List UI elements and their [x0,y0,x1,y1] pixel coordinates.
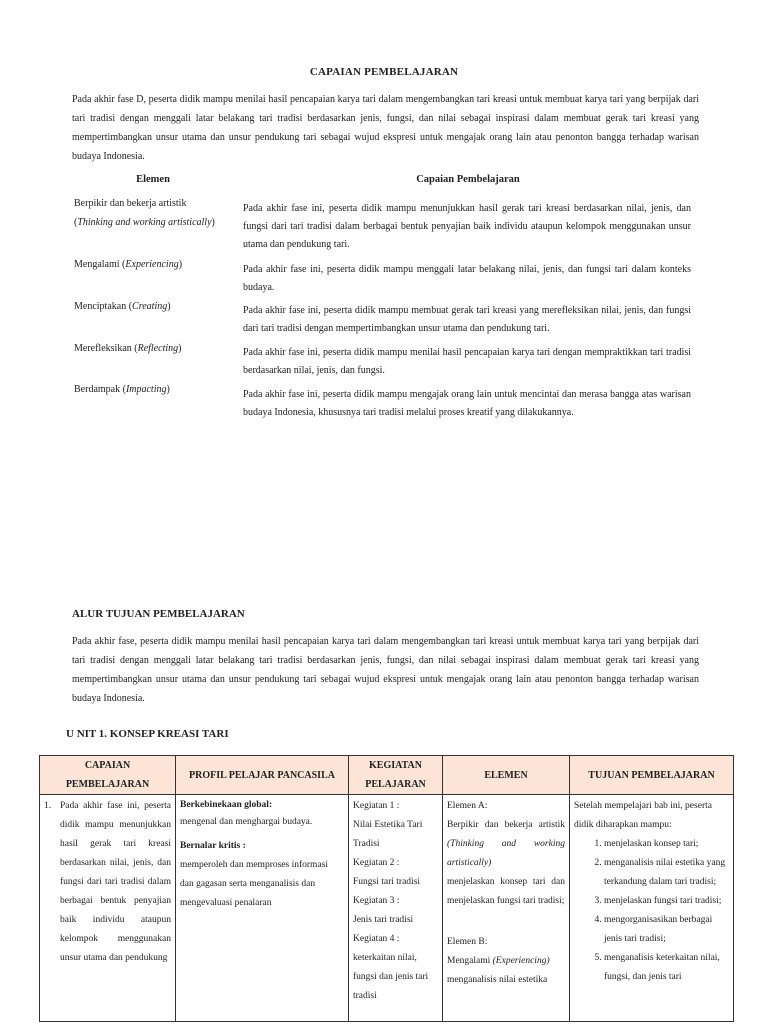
kegiatan-label: Kegiatan 1 : [353,801,400,811]
capaian-cell-text: Pada akhir fase ini, peserta didik mampu menunjukkan hasil gerak tari kreasi berdasarkan nilai, jenis, dan fungsi dari tari tradisi dalam berbagai bentuk penyajian baik individu ataupun kelompok menggunakan unsur utama dan pendukung [60,801,171,963]
elemen-text: menjelaskan konsep tari dan menjelaskan fungsi tari tradisi; [447,877,565,906]
kegiatan-text: Jenis tari tradisi [353,915,414,925]
kegiatan-item [353,930,438,1006]
elemen-label: Menciptakan (Creating) [74,301,171,312]
cell-elemen [443,795,570,1022]
kegiatan-item [353,854,438,892]
elemen-english: Thinking and working artistically [77,217,212,228]
elemen-label: Mengalami (Experiencing) [74,259,183,270]
elemen-label: Berpikir dan bekerja artistik (Thinking and working artistically) [74,198,215,228]
cell-kegiatan [349,795,443,1022]
list-number: 1. [44,801,52,811]
profil-heading: Bernalar kritis : [180,841,246,851]
elemen-english: Creating [132,301,168,312]
header-elemen: ELEMEN [443,756,570,795]
capaian-text: Pada akhir fase ini, peserta didik mampu mengajak orang lain untuk mencintai dan merasa bangga atas warisan budaya Indonesia, khususnya tari tradisi melalui proses kreatif yang dilakukannya. [243,389,691,418]
kegiatan-label: Kegiatan 4 : [353,934,400,944]
header-tujuan: TUJUAN PEMBELAJARAN [570,756,734,795]
elemen-label: Berdampak (Impacting) [74,384,170,395]
list-item: 3. menjelaskan fungsi tari tradisi; [604,892,729,911]
section-title-alur: ALUR TUJUAN PEMBELAJARAN [72,608,245,620]
column-header-elemen: Elemen [136,174,170,185]
alur-intro: Pada akhir fase, peserta didik mampu menilai hasil pencapaian karya tari dalam mengembangkan tari kreasi untuk membuat karya tari yang berpijak dari tari tradisi dengan menggali latar belakang tari tradisi berdasarkan jenis, fungsi, dan nilai sebagai inspirasi dalam membuat gerak tari kreasi yang mempertimbangkan unsur utama dan unsur pendukung tari sebagai wujud ekspresi untuk mengajak orang lain atau penonton bangga terhadap warisan budaya Indonesia. [72,636,699,704]
kegiatan-text: Fungsi tari tradisi [353,877,421,887]
column-header-capaian: Capaian Pembelajaran [416,174,520,185]
capaian-text: Pada akhir fase ini, peserta didik mampu menggali latar belakang nilai, jenis, dan fungsi tari dalam konteks budaya. [243,264,691,293]
elemen-name: Mengalami [447,956,491,966]
elemen-english: Experiencing [125,259,179,270]
elemen-english: (Thinking and working artistically) [447,839,565,868]
profil-heading: Berkebinekaan global: [180,800,273,810]
elemen-label: Elemen B: [447,937,488,947]
unit-table [39,755,734,1022]
elemen-english: (Experiencing) [492,956,550,966]
kegiatan-label: Kegiatan 3 : [353,896,400,906]
elemen-name: Berpikir dan bekerja artistik [447,820,565,830]
kegiatan-label: Kegiatan 2 : [353,858,400,868]
table-row [40,795,734,1022]
kegiatan-text: keterkaitan nilai, fungsi dan jenis tari tradisi [353,953,429,1001]
kegiatan-text: Nilai Estetika Tari Tradisi [353,820,423,849]
profil-text: mengenal dan menghargai budaya. [180,817,313,827]
list-item: 2. menganalisis nilai estetika yang terkandung dalam tari tradisi; [604,854,729,892]
elemen-label: Elemen A: [447,801,488,811]
capaian-text: Pada akhir fase ini, peserta didik mampu menilai hasil pencapaian karya tari dengan mempraktikkan tari tradisi berdasarkan nilai, jenis, dan fungsi. [243,347,691,376]
cell-tujuan [570,795,734,1022]
cell-capaian [40,795,176,1022]
list-item: 5. menganalisis keterkaitan nilai, fungsi, dan jenis tari [604,949,729,987]
elemen-name: Berdampak [74,384,121,395]
capaian-text: Pada akhir fase ini, peserta didik mampu membuat gerak tari kreasi yang merefleksikan nilai, jenis, dan fungsi dari tari tradisi dengan mempertimbangkan unsur utama dan pendukung tari. [243,305,691,334]
list-item: 4. mengorganisasikan berbagai jenis tari tradisi; [604,911,729,949]
header-profil: PROFIL PELAJAR PANCASILA [176,756,349,795]
elemen-label: Merefleksikan (Reflecting) [74,343,182,354]
elemen-name: Mengalami [74,259,120,270]
tujuan-intro: Setelah mempelajari bab ini, peserta didik diharapkan mampu: [574,801,712,830]
capaian-intro: Pada akhir fase D, peserta didik mampu menilai hasil pencapaian karya tari dalam mengembangkan tari kreasi untuk membuat karya tari yang berpijak dari tari tradisi dengan menggali latar belakang tari tradisi berdasarkan jenis, fungsi, dan nilai sebagai inspirasi dalam membuat gerak tari kreasi yang mempertimbangkan unsur utama dan unsur pendukung tari sebagai wujud ekspresi untuk mengajak orang lain atau penonton bangga terhadap warisan budaya Indonesia. [72,94,699,162]
table-header-row [40,756,734,795]
tujuan-list [574,835,729,987]
elemen-english: Reflecting [137,343,179,354]
elemen-name: Berpikir dan bekerja artistik [74,198,187,209]
page-title: CAPAIAN PEMBELAJARAN [309,66,459,78]
kegiatan-item [353,892,438,930]
elemen-name: Merefleksikan [74,343,132,354]
unit-title: U NIT 1. KONSEP KREASI TARI [66,728,229,740]
cell-profil [176,795,349,1022]
header-kegiatan: KEGIATAN PELAJARAN [349,756,443,795]
elemen-text: menganalisis nilai estetika [447,975,548,985]
capaian-text: Pada akhir fase ini, peserta didik mampu menunjukkan hasil gerak tari kreasi berdasarkan nilai, jenis, dan fungsi dari tari tradisi dalam berbagai bentuk penyajian baik individu ataupun kelompok menggunakan unsur utama dan pendukung tari. [243,203,691,250]
list-item: 1. menjelaskan konsep tari; [604,835,729,854]
kegiatan-item [353,797,438,854]
elemen-name: Menciptakan [74,301,127,312]
profil-text: memperoleh dan memproses informasi dan gagasan serta menganalisis dan mengevaluasi penalaran [180,860,329,908]
elemen-english: Impacting [125,384,167,395]
header-capaian: CAPAIAN PEMBELAJARAN [40,756,176,795]
